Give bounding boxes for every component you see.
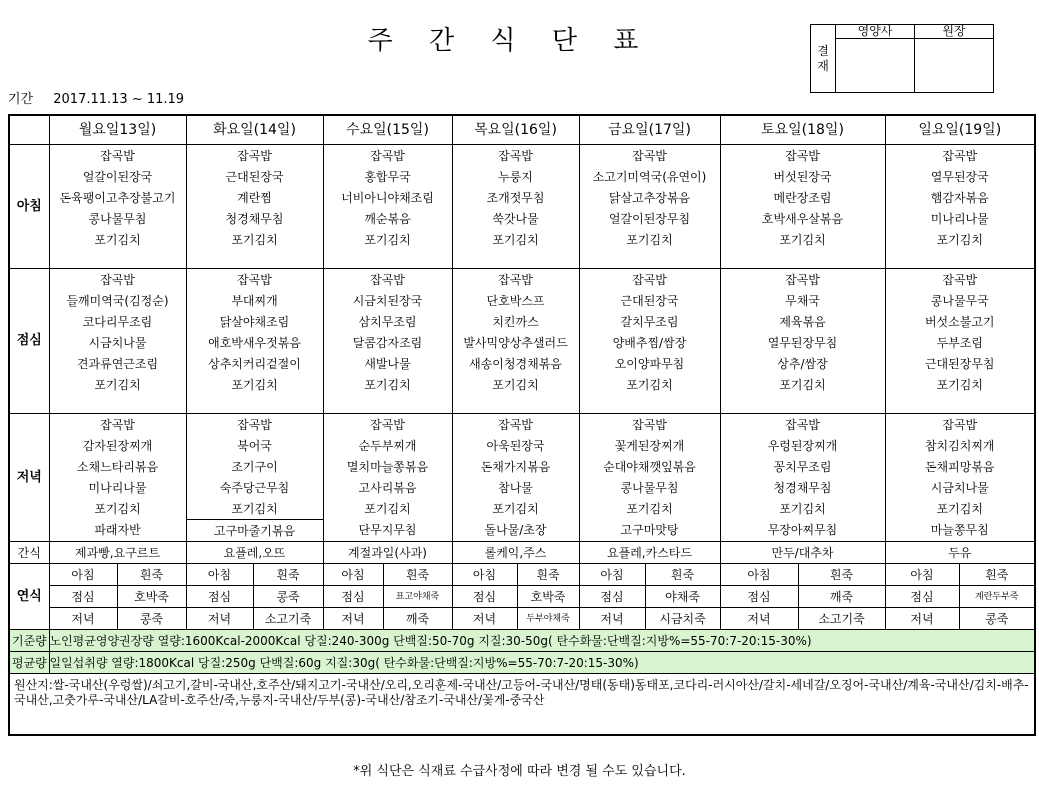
menu-item: 시금치된장국 — [323, 290, 452, 311]
menu-item: 미나리나물 — [885, 208, 1035, 229]
day-header: 일요일(19일) — [885, 115, 1035, 145]
signature-dietitian[interactable] — [836, 39, 915, 93]
snack-item: 제과빵,요구르트 — [49, 542, 186, 564]
footnote: *위 식단은 식재료 수급사정에 따라 변경 될 수도 있습니다. — [353, 764, 686, 779]
period-value: 2017.11.13 ~ 11.19 — [53, 92, 185, 107]
menu-item: 포기김치 — [579, 229, 720, 250]
menu-item: 잡곡밥 — [720, 145, 885, 167]
menu-item: 치킨까스 — [452, 311, 579, 332]
porridge-item: 계란두부죽 — [959, 586, 1035, 608]
menu-item: 홍합무국 — [323, 166, 452, 187]
menu-item: 잡곡밥 — [452, 145, 579, 167]
menu-item: 잡곡밥 — [49, 145, 186, 167]
menu-item-empty — [323, 395, 452, 414]
menu-item: 포기김치 — [720, 498, 885, 520]
menu-item: 꽁치무조림 — [720, 456, 885, 477]
menu-item: 멸치마늘쫑볶음 — [323, 456, 452, 477]
porridge-meal: 저녁 — [49, 608, 117, 630]
page-title: 주 간 식 단 표 — [367, 26, 653, 56]
menu-item: 조기구이 — [186, 456, 323, 477]
table-row — [9, 290, 1035, 311]
menu-item-empty — [579, 250, 720, 269]
menu-item: 새송이청경채볶음 — [452, 353, 579, 374]
menu-item: 잡곡밥 — [323, 269, 452, 291]
day-header: 토요일(18일) — [720, 115, 885, 145]
table-row — [9, 115, 1035, 145]
meal-label-dinner: 저녁 — [9, 414, 49, 542]
porridge-item: 호박죽 — [517, 586, 579, 608]
snack-item: 롤케익,주스 — [452, 542, 579, 564]
menu-item: 콩나물무침 — [49, 208, 186, 229]
menu-item: 북어국 — [186, 435, 323, 456]
table-row — [9, 187, 1035, 208]
porridge-meal: 아침 — [720, 564, 798, 586]
menu-item: 콩나물무침 — [579, 477, 720, 498]
menu-item: 조개젓무침 — [452, 187, 579, 208]
standard-text: 일일섭취량 열량:1800Kcal 당질:250g 단백질:60g 지질:30g( 탄수화물:단백질:지방%=55-70:7-20:15-30%) — [49, 652, 1035, 674]
menu-item: 코다리무조림 — [49, 311, 186, 332]
table-row — [9, 630, 1035, 652]
menu-item: 버섯된장국 — [720, 166, 885, 187]
porridge-item: 흰죽 — [959, 564, 1035, 586]
table-row — [9, 353, 1035, 374]
menu-item: 상추/쌈장 — [720, 353, 885, 374]
menu-item-empty — [720, 250, 885, 269]
menu-item: 돈채가지볶음 — [452, 456, 579, 477]
day-header: 화요일(14일) — [186, 115, 323, 145]
snack-item: 두유 — [885, 542, 1035, 564]
menu-item: 단호박스프 — [452, 290, 579, 311]
table-row — [9, 332, 1035, 353]
menu-item: 포기김치 — [452, 498, 579, 520]
menu-item: 호박새우살볶음 — [720, 208, 885, 229]
standard-text: 노인평균영양권장량 열량:1600Kcal-2000Kcal 당질:240-300g 단백질:50-70g 지질:30-50g( 탄수화물:단백질:지방%=55-70:7-20:15-30%) — [49, 630, 1035, 652]
menu-item: 돈육팽이고추장불고기 — [49, 187, 186, 208]
menu-item: 달콤감자조림 — [323, 332, 452, 353]
menu-item: 포기김치 — [49, 374, 186, 395]
porridge-meal: 저녁 — [323, 608, 383, 630]
menu-item-empty — [720, 395, 885, 414]
menu-item: 소채느타리볶음 — [49, 456, 186, 477]
porridge-item: 흰죽 — [383, 564, 452, 586]
meal-label-snack: 간식 — [9, 542, 49, 564]
menu-item: 얼갈이된장국 — [49, 166, 186, 187]
meal-label-breakfast: 아침 — [9, 145, 49, 269]
menu-item: 오이양파무침 — [579, 353, 720, 374]
table-row — [9, 456, 1035, 477]
menu-item: 누룽지 — [452, 166, 579, 187]
menu-item: 순두부찌개 — [323, 435, 452, 456]
porridge-item: 깨죽 — [798, 586, 885, 608]
menu-item: 발사믹양상추샐러드 — [452, 332, 579, 353]
menu-item: 마늘쫑무침 — [885, 520, 1035, 542]
day-header: 목요일(16일) — [452, 115, 579, 145]
menu-item: 감자된장찌개 — [49, 435, 186, 456]
menu-item: 포기김치 — [186, 229, 323, 250]
menu-item: 포기김치 — [452, 374, 579, 395]
porridge-meal: 점심 — [720, 586, 798, 608]
porridge-item: 소고기죽 — [253, 608, 323, 630]
table-row — [9, 269, 1035, 291]
menu-item-empty — [323, 250, 452, 269]
menu-item: 양배추찜/쌈장 — [579, 332, 720, 353]
porridge-item: 흰죽 — [517, 564, 579, 586]
menu-item: 고사리볶음 — [323, 477, 452, 498]
table-row — [9, 311, 1035, 332]
menu-item: 청경채무침 — [720, 477, 885, 498]
porridge-item: 깨죽 — [383, 608, 452, 630]
menu-item: 꽃게된장찌개 — [579, 435, 720, 456]
menu-item: 돈채피망볶음 — [885, 456, 1035, 477]
porridge-item: 콩죽 — [117, 608, 186, 630]
menu-item-empty — [452, 395, 579, 414]
menu-item: 포기김치 — [186, 498, 323, 520]
menu-item: 부대찌개 — [186, 290, 323, 311]
porridge-meal: 점심 — [885, 586, 959, 608]
porridge-item: 두부야채죽 — [517, 608, 579, 630]
porridge-item: 흰죽 — [117, 564, 186, 586]
menu-item-empty — [885, 395, 1035, 414]
menu-item: 돌나물/초장 — [452, 520, 579, 542]
menu-item: 미나리나물 — [49, 477, 186, 498]
menu-item: 포기김치 — [885, 498, 1035, 520]
porridge-item: 야채죽 — [645, 586, 720, 608]
menu-item: 두부조림 — [885, 332, 1035, 353]
porridge-meal: 점심 — [452, 586, 517, 608]
porridge-meal: 아침 — [885, 564, 959, 586]
table-row — [9, 542, 1035, 564]
menu-item: 잡곡밥 — [49, 269, 186, 291]
porridge-item: 콩죽 — [959, 608, 1035, 630]
menu-item: 열무된장국 — [885, 166, 1035, 187]
table-row — [9, 498, 1035, 520]
menu-item: 잡곡밥 — [885, 414, 1035, 436]
weekly-menu-table — [8, 114, 1036, 736]
day-header: 금요일(17일) — [579, 115, 720, 145]
porridge-item: 시금치죽 — [645, 608, 720, 630]
menu-item: 새발나물 — [323, 353, 452, 374]
porridge-meal: 저녁 — [720, 608, 798, 630]
table-row — [9, 520, 1035, 542]
porridge-meal: 아침 — [323, 564, 383, 586]
menu-item-empty — [579, 395, 720, 414]
approval-role-dietitian: 영양사 — [836, 25, 915, 39]
table-row — [9, 208, 1035, 229]
day-header: 월요일13일) — [49, 115, 186, 145]
menu-item: 아욱된장국 — [452, 435, 579, 456]
menu-item: 근대된장무침 — [885, 353, 1035, 374]
menu-item: 청경채무침 — [186, 208, 323, 229]
menu-item: 얼갈이된장무침 — [579, 208, 720, 229]
menu-item-empty — [885, 250, 1035, 269]
origin-info: 원산지:쌀-국내산(우렁쌀)/쇠고기,갈비-국내산,호주산/돼지고기-국내산/오리,오리훈제-국내산/고등어-국내산/명태(동태)동태포,코다리-러시아산/갈치-세네갈/오징어-국내산/계육-국내산/김치-배추-국내산,고춧가루-국내산/LA갈비-호주산/죽,누룽지-국내산/두부(콩)-국내산/참조기-국내산/꽃게-중국산 — [9, 674, 1035, 736]
approval-role-director: 원장 — [915, 25, 994, 39]
table-row — [9, 145, 1035, 167]
menu-item: 잡곡밥 — [186, 145, 323, 167]
menu-item: 포기김치 — [579, 374, 720, 395]
porridge-meal: 점심 — [49, 586, 117, 608]
table-row — [9, 250, 1035, 269]
menu-item: 잡곡밥 — [49, 414, 186, 436]
menu-item: 잡곡밥 — [452, 269, 579, 291]
menu-item: 닭살야채조림 — [186, 311, 323, 332]
menu-item: 포기김치 — [452, 229, 579, 250]
standard-label: 평균량 — [9, 652, 49, 674]
meal-label-porridge: 연식 — [9, 564, 49, 630]
menu-item: 시금치나물 — [885, 477, 1035, 498]
menu-item: 포기김치 — [720, 374, 885, 395]
menu-item: 들깨미역국(김정순) — [49, 290, 186, 311]
menu-item: 잡곡밥 — [720, 269, 885, 291]
menu-item: 잡곡밥 — [323, 414, 452, 436]
menu-item: 포기김치 — [885, 374, 1035, 395]
porridge-item: 소고기죽 — [798, 608, 885, 630]
menu-item: 갈치무조림 — [579, 311, 720, 332]
porridge-meal: 아침 — [49, 564, 117, 586]
porridge-meal: 저녁 — [885, 608, 959, 630]
menu-item-empty — [49, 250, 186, 269]
approval-box — [810, 24, 994, 93]
menu-item: 포기김치 — [720, 229, 885, 250]
menu-item: 잡곡밥 — [579, 414, 720, 436]
menu-item: 포기김치 — [186, 374, 323, 395]
table-row — [9, 435, 1035, 456]
porridge-item: 흰죽 — [253, 564, 323, 586]
menu-item: 닭살고추장볶음 — [579, 187, 720, 208]
menu-item: 계란찜 — [186, 187, 323, 208]
menu-item: 포기김치 — [49, 229, 186, 250]
menu-item: 고구마줄기볶음 — [186, 520, 323, 542]
porridge-meal: 점심 — [186, 586, 253, 608]
menu-item-empty — [452, 250, 579, 269]
signature-director[interactable] — [915, 39, 994, 93]
table-row — [9, 586, 1035, 608]
menu-item: 열무된장무침 — [720, 332, 885, 353]
table-row — [9, 395, 1035, 414]
period-label: 기간 — [8, 92, 34, 107]
porridge-meal: 저녁 — [186, 608, 253, 630]
table-row — [9, 414, 1035, 436]
menu-item: 근대된장국 — [186, 166, 323, 187]
menu-item: 순대야채깻잎볶음 — [579, 456, 720, 477]
menu-item: 포기김치 — [49, 498, 186, 520]
menu-item: 잡곡밥 — [885, 269, 1035, 291]
porridge-item: 표고야채죽 — [383, 586, 452, 608]
menu-item: 잡곡밥 — [720, 414, 885, 436]
porridge-meal: 점심 — [579, 586, 645, 608]
table-row — [9, 608, 1035, 630]
menu-item: 버섯소불고기 — [885, 311, 1035, 332]
menu-item: 상추치커리겉절이 — [186, 353, 323, 374]
menu-item: 잡곡밥 — [452, 414, 579, 436]
menu-item: 단무지무침 — [323, 520, 452, 542]
porridge-meal: 저녁 — [579, 608, 645, 630]
snack-item: 계절과일(사과) — [323, 542, 452, 564]
menu-item: 우렁된장찌개 — [720, 435, 885, 456]
porridge-item: 흰죽 — [645, 564, 720, 586]
menu-item: 잡곡밥 — [323, 145, 452, 167]
menu-item: 고구마맛탕 — [579, 520, 720, 542]
menu-item: 시금치나물 — [49, 332, 186, 353]
menu-item: 숙주당근무침 — [186, 477, 323, 498]
period — [8, 88, 184, 107]
menu-item: 포기김치 — [323, 498, 452, 520]
menu-item: 포기김치 — [323, 229, 452, 250]
menu-item-empty — [49, 395, 186, 414]
menu-item: 삼치무조림 — [323, 311, 452, 332]
menu-item: 잡곡밥 — [579, 145, 720, 167]
porridge-meal: 저녁 — [452, 608, 517, 630]
corner-cell — [9, 115, 49, 145]
porridge-meal: 아침 — [186, 564, 253, 586]
menu-item: 파래자반 — [49, 520, 186, 542]
table-row — [9, 229, 1035, 250]
porridge-item: 콩죽 — [253, 586, 323, 608]
menu-item: 근대된장국 — [579, 290, 720, 311]
approval-label: 결 재 — [811, 25, 836, 93]
menu-item-empty — [186, 395, 323, 414]
table-row — [9, 166, 1035, 187]
menu-item: 메란장조림 — [720, 187, 885, 208]
snack-item: 요플레,오뜨 — [186, 542, 323, 564]
menu-item: 잡곡밥 — [579, 269, 720, 291]
table-row — [9, 652, 1035, 674]
menu-item: 소고기미역국(유연이) — [579, 166, 720, 187]
porridge-item: 흰죽 — [798, 564, 885, 586]
porridge-meal: 아침 — [452, 564, 517, 586]
porridge-meal: 아침 — [579, 564, 645, 586]
menu-item: 깨순볶음 — [323, 208, 452, 229]
porridge-meal: 점심 — [323, 586, 383, 608]
menu-item: 포기김치 — [885, 229, 1035, 250]
menu-item: 포기김치 — [323, 374, 452, 395]
snack-item: 요플레,카스타드 — [579, 542, 720, 564]
menu-item: 너비아니야채조림 — [323, 187, 452, 208]
menu-item: 잡곡밥 — [186, 269, 323, 291]
table-row — [9, 564, 1035, 586]
snack-item: 만두/대추차 — [720, 542, 885, 564]
menu-item: 참나물 — [452, 477, 579, 498]
menu-item: 잡곡밥 — [186, 414, 323, 436]
meal-label-lunch: 점심 — [9, 269, 49, 414]
table-row — [9, 374, 1035, 395]
menu-item: 애호박새우젓볶음 — [186, 332, 323, 353]
table-row — [9, 674, 1035, 736]
menu-item: 무채국 — [720, 290, 885, 311]
table-row — [9, 477, 1035, 498]
porridge-item: 호박죽 — [117, 586, 186, 608]
menu-item: 견과류연근조림 — [49, 353, 186, 374]
menu-item: 콩나물무국 — [885, 290, 1035, 311]
menu-item: 햄감자볶음 — [885, 187, 1035, 208]
day-header: 수요일(15일) — [323, 115, 452, 145]
menu-item: 잡곡밥 — [885, 145, 1035, 167]
menu-item: 쑥갓나물 — [452, 208, 579, 229]
standard-label: 기준량 — [9, 630, 49, 652]
menu-item: 참치김치찌개 — [885, 435, 1035, 456]
menu-item: 포기김치 — [579, 498, 720, 520]
menu-item: 제육볶음 — [720, 311, 885, 332]
menu-item-empty — [186, 250, 323, 269]
menu-item: 무장아찌무침 — [720, 520, 885, 542]
